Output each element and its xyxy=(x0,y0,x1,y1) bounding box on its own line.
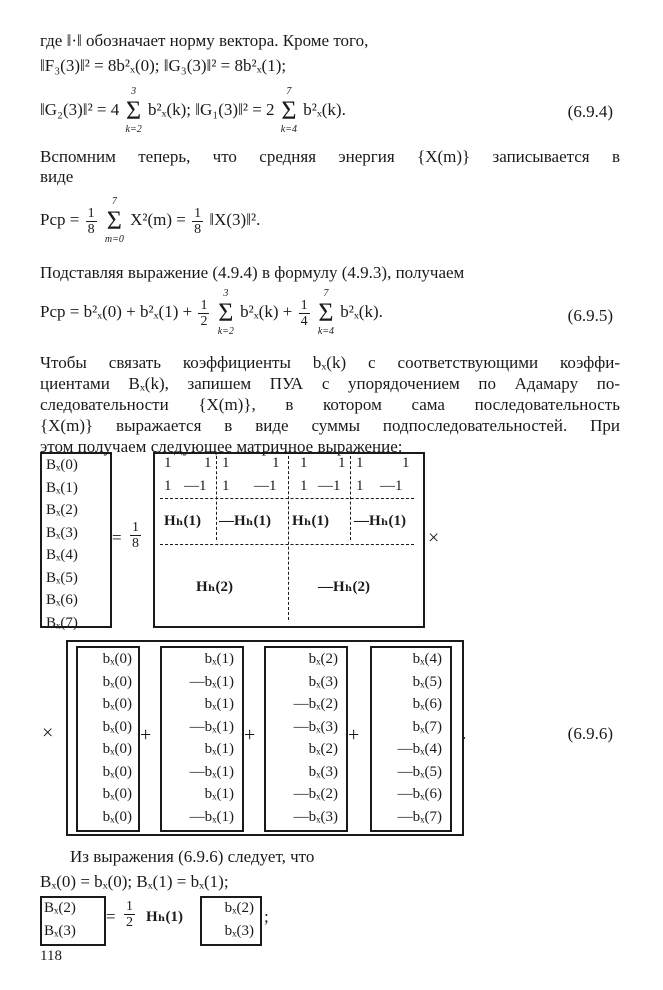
equation-B0-B1: Bₓ(0) = bₓ(0); Bₓ(1) = bₓ(1); xyxy=(40,872,229,891)
matrix-cell: 1 xyxy=(164,478,172,494)
vector-entry: Bₓ(7) xyxy=(46,614,78,631)
equation-pcp-expanded xyxy=(40,288,383,338)
matrix-cell: —1 xyxy=(254,478,277,494)
fraction xyxy=(130,520,141,551)
sum-lower: m=0 xyxy=(104,234,124,245)
vector-entry: —bₓ(2) xyxy=(293,786,338,802)
hadamard-h1 xyxy=(146,907,183,926)
sum-upper: 3 xyxy=(131,86,137,97)
matrix-cell: —1 xyxy=(318,478,341,494)
h-matrix: Hₕ(1) xyxy=(146,909,183,925)
matrix-cell: —1 xyxy=(380,478,403,494)
times-sign: × xyxy=(42,722,54,744)
vector-entry: —bₓ(6) xyxy=(397,786,442,802)
vector-entry: bₓ(5) xyxy=(412,673,442,690)
vector-entry: bₓ(3) xyxy=(224,922,254,939)
vector-entry: Bₓ(3) xyxy=(46,524,78,541)
denominator: 8 xyxy=(132,536,139,551)
vector-entry: bₓ(0) xyxy=(102,763,132,780)
fraction xyxy=(192,206,203,237)
vector-entry: Bₓ(6) xyxy=(46,592,78,608)
plus-sign: + xyxy=(244,724,256,746)
matrix-cell: 1 xyxy=(272,455,280,471)
sum-upper: 3 xyxy=(223,288,229,299)
matrix-cell: 1 xyxy=(222,455,230,471)
sigma: Σ xyxy=(218,298,234,327)
vector-entry: Bₓ(5) xyxy=(46,569,78,586)
vector-entry: —bₓ(1) xyxy=(189,808,234,825)
sum-symbol xyxy=(281,86,297,136)
matrix-cell: 1 xyxy=(356,478,364,494)
sum-upper: 7 xyxy=(111,196,117,207)
matrix-cell: —1 xyxy=(184,478,207,494)
matrix-cell: 1 xyxy=(222,478,230,494)
eq-part: Pср = xyxy=(40,209,80,229)
denominator: 4 xyxy=(300,313,308,329)
denominator: 2 xyxy=(200,313,208,329)
vector-entry: bₓ(2) xyxy=(308,741,338,757)
equals-sign: = xyxy=(112,528,122,547)
numerator: 1 xyxy=(200,297,208,313)
vector-entry: —bₓ(2) xyxy=(293,696,338,712)
fraction xyxy=(86,206,97,237)
sum-symbol xyxy=(218,288,234,338)
eq-part: b²ₓ(k). xyxy=(340,301,383,321)
vector-entry: Bₓ(3) xyxy=(44,922,76,939)
vector-entry: Bₓ(2) xyxy=(46,502,78,518)
sigma: Σ xyxy=(281,96,297,125)
vector-entry: bₓ(7) xyxy=(412,718,442,735)
text-line: Из выражения (6.9.6) следует, что xyxy=(70,847,315,866)
vector-entry: —bₓ(5) xyxy=(397,763,442,780)
text-line: {X(m)} выражается в виде суммы подпоследовательностей. При xyxy=(40,416,620,435)
eq-part: Pср = b²ₓ(0) + b²ₓ(1) + xyxy=(40,301,193,321)
vector-col-3 xyxy=(268,648,338,828)
denominator: 2 xyxy=(126,915,133,930)
numerator: 1 xyxy=(132,520,139,535)
sum-lower: k=4 xyxy=(280,124,297,135)
vector-entry: bₓ(6) xyxy=(412,696,442,712)
equation-norms-f3-g3: ‖F₃(3)‖² = 8b²ₓ(0); ‖G₃(3)‖² = 8b²ₓ(1); xyxy=(40,56,287,75)
eq-part: ‖X(3)‖². xyxy=(209,209,261,229)
sum-lower: k=2 xyxy=(125,124,142,135)
page-number: 118 xyxy=(40,948,62,964)
matrix-block-h2: Hₕ(2) xyxy=(196,579,233,595)
eq-part: X²(m) = xyxy=(130,209,186,229)
matrix-block-h1: Hₕ(1) xyxy=(292,513,329,529)
matrix-block-h1: Hₕ(1) xyxy=(164,513,201,529)
text-line: где ‖·‖ обозначает норму вектора. Кроме того, xyxy=(40,31,369,50)
plus-sign: + xyxy=(348,724,360,746)
vector-col-1 xyxy=(80,648,132,828)
vector-b23 xyxy=(204,897,254,942)
scalar-fraction xyxy=(122,899,137,930)
vector-entry: bₓ(0) xyxy=(102,718,132,735)
vector-entry: bₓ(2) xyxy=(224,900,254,916)
equation-number: (6.9.4) xyxy=(567,102,613,121)
numerator: 1 xyxy=(300,297,308,313)
numerator: 1 xyxy=(194,205,202,221)
vector-Bx xyxy=(46,454,102,634)
text-line: виде xyxy=(40,167,74,186)
scalar-fraction xyxy=(128,520,143,551)
times-sign: × xyxy=(428,527,440,549)
eq-part: b²ₓ(k). xyxy=(303,99,346,119)
vector-entry: bₓ(0) xyxy=(102,673,132,690)
vector-entry: bₓ(0) xyxy=(102,696,132,712)
numerator: 1 xyxy=(126,899,133,914)
vector-entry: bₓ(0) xyxy=(102,786,132,802)
vector-entry: Bₓ(0) xyxy=(46,457,78,473)
vector-entry: bₓ(1) xyxy=(204,786,234,802)
denominator: 8 xyxy=(194,221,202,237)
sum-upper: 7 xyxy=(323,288,329,299)
equation-norms-g2-g1 xyxy=(40,86,346,136)
eq-part: ‖G₂(3)‖² = 4 xyxy=(40,99,120,119)
text-line: циентами Bₓ(k), запишем ПУА с упорядочением по Адамару по- xyxy=(40,374,620,393)
sum-lower: k=4 xyxy=(317,326,335,337)
matrix-cell: 1 xyxy=(402,455,410,471)
vector-entry: —bₓ(1) xyxy=(189,673,234,690)
vector-entry: bₓ(0) xyxy=(102,651,132,667)
vector-entry: —bₓ(1) xyxy=(189,718,234,735)
sigma: Σ xyxy=(106,206,122,235)
sigma: Σ xyxy=(126,96,142,125)
vector-entry: bₓ(2) xyxy=(308,651,338,667)
matrix-block-neg-h1: —Hₕ(1) xyxy=(354,513,406,529)
vector-entry: —bₓ(4) xyxy=(397,741,442,757)
block-separator xyxy=(160,544,414,545)
vector-entry: bₓ(0) xyxy=(102,741,132,757)
matrix-cell: 1 xyxy=(338,455,346,471)
fraction xyxy=(299,298,310,329)
text-line: этом получаем следующее матричное выражение: xyxy=(40,437,403,456)
fraction xyxy=(198,298,209,329)
matrix-block-neg-h2: —Hₕ(2) xyxy=(318,579,370,595)
vector-col-4 xyxy=(374,648,442,828)
vector-entry: bₓ(1) xyxy=(204,741,234,757)
matrix-cell: 1 xyxy=(356,455,364,471)
text-line: Чтобы связать коэффициенты bₓ(k) с соответствующими коэффи- xyxy=(40,353,620,372)
vector-entry: bₓ(0) xyxy=(102,808,132,825)
matrix-cell: 1 xyxy=(300,455,308,471)
text-line: следовательности {X(m)}, в котором сама последовательность xyxy=(40,395,620,414)
sum-symbol xyxy=(318,288,334,338)
vector-entry: Bₓ(2) xyxy=(44,900,76,916)
vector-entry: bₓ(3) xyxy=(308,763,338,780)
vector-B23 xyxy=(44,897,98,942)
sigma: Σ xyxy=(318,298,334,327)
equation-number: (6.9.6) xyxy=(567,724,613,743)
sum-upper: 7 xyxy=(286,86,292,97)
vector-entry: —bₓ(1) xyxy=(189,763,234,780)
text-line: Вспомним теперь, что средняя энергия {X(m)} записывается в xyxy=(40,147,620,166)
vector-col-2 xyxy=(164,648,234,828)
vector-entry: Bₓ(4) xyxy=(46,547,78,563)
vector-entry: bₓ(1) xyxy=(204,696,234,712)
plus-sign: + xyxy=(140,724,152,746)
vector-entry: —bₓ(7) xyxy=(397,808,442,825)
vector-entry: —bₓ(3) xyxy=(293,718,338,735)
matrix-cell: 1 xyxy=(164,455,172,471)
vector-entry: bₓ(4) xyxy=(412,651,442,667)
eq-part: b²ₓ(k); ‖G₁(3)‖² = 2 xyxy=(147,99,275,119)
block-separator xyxy=(160,498,414,499)
sum-symbol xyxy=(105,196,124,246)
matrix-cell: 1 xyxy=(300,478,308,494)
equation-mean-energy xyxy=(40,196,260,246)
sum-lower: k=2 xyxy=(217,326,234,337)
numerator: 1 xyxy=(87,205,95,221)
semicolon: ; xyxy=(264,907,269,926)
block-separator xyxy=(288,456,289,620)
equals-sign: = xyxy=(106,907,116,926)
vector-entry: bₓ(3) xyxy=(308,673,338,690)
matrix-cell: 1 xyxy=(204,455,212,471)
text-line: Подставляя выражение (4.9.4) в формулу (4.9.3), получаем xyxy=(40,263,465,282)
vector-entry: Bₓ(1) xyxy=(46,479,78,496)
vector-entry: —bₓ(3) xyxy=(293,808,338,825)
sum-symbol xyxy=(126,86,142,136)
eq-part: b²ₓ(k) + xyxy=(240,301,293,321)
vector-entry: bₓ(1) xyxy=(204,651,234,667)
matrix-block-neg-h1: —Hₕ(1) xyxy=(219,513,271,529)
fraction xyxy=(124,899,135,930)
period: . xyxy=(462,724,467,743)
denominator: 8 xyxy=(87,221,95,237)
equation-number: (6.9.5) xyxy=(567,306,613,325)
